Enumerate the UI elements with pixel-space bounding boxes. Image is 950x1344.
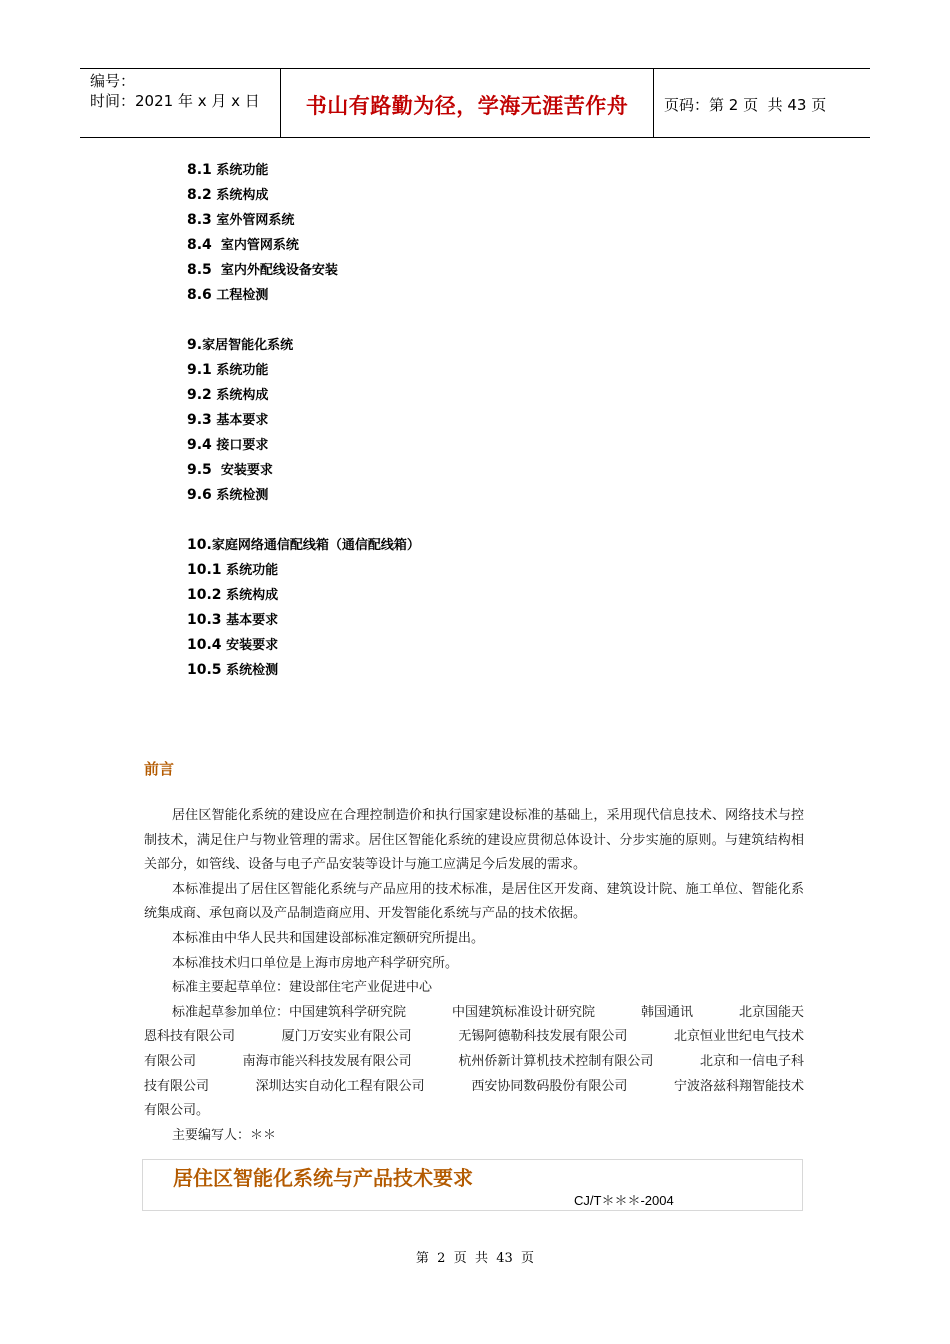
unit-name: 标准起草参加单位：中国建筑科学研究院 [172,1004,407,1020]
number-label: 编号： [90,72,136,90]
toc-item: 9.3 基本要求 [187,412,269,428]
unit-row [144,1075,804,1100]
unit-name: 中国建筑标准设计研究院 [451,1004,595,1020]
toc-item: 9.6 系统检测 [187,487,269,503]
toc-item: 8.1 系统功能 [187,162,269,178]
toc-item: 8.6 工程检测 [187,287,269,303]
time-label: 时间： [90,92,136,110]
toc-group-9 [187,358,420,508]
unit-row [144,1025,804,1050]
foreword-paragraph: 本标准由中华人民共和国建设部标准定额研究所提出。 [172,930,485,946]
unit-name: 西安协同数码股份有限公司 [471,1078,628,1094]
drafting-units [144,1001,804,1124]
unit-name: 北京国能天 [738,1004,804,1020]
toc-item: 10.5 系统检测 [187,662,279,678]
unit-name: 有限公司 [144,1053,197,1069]
time-value: 2021 年 x 月 x 日 [135,92,260,110]
unit-name: 宁波洛兹科翔智能技术 [673,1078,804,1094]
toc-item: 8.4 室内管网系统 [187,237,299,253]
toc-item: 9.2 系统构成 [187,387,269,403]
header-right-cell [654,69,870,137]
toc-item: 10.3 基本要求 [187,612,279,628]
toc-item: 9.1 系统功能 [187,362,269,378]
foreword-title: 前言 [144,760,175,778]
unit-name: 恩科技有限公司 [144,1029,236,1045]
header-left-cell [80,69,281,137]
toc-item: 9.4 接口要求 [187,437,269,453]
unit-name: 南海市能兴科技发展有限公司 [242,1053,412,1069]
foreword-paragraph: 居住区智能化系统的建设应在合理控制造价和执行国家建设标准的基础上，采用现代信息技术、网络技术与控制技术，满足住户与物业管理的需求。居住区智能化系统的建设应贯彻总体设计、分步实施的原则。与建筑结构相关部分，如管线、设备与电子产品安装等设计与施工应满足今后发展的需求。 [144,808,804,873]
unit-name: 有限公司。 [144,1103,210,1119]
footer-code: CJ/T＊＊＊-2004 [574,1193,674,1208]
unit-name: 北京和一信电子科 [699,1053,804,1069]
toc-group-10 [187,558,420,683]
unit-name: 深圳达实自动化工程有限公司 [255,1078,425,1094]
toc-item: 10.2 系统构成 [187,587,279,603]
foreword-paragraph: 本标准提出了居住区智能化系统与产品应用的技术标准，是居住区开发商、建筑设计院、施工单位、智能化系统集成商、承包商以及产品制造商应用、开发智能化系统与产品的技术依据。 [144,881,804,922]
foreword-paragraph: 标准主要起草单位：建设部住宅产业促进中心 [172,980,433,996]
toc-item: 8.5 室内外配线设备安装 [187,262,338,278]
footer-title: 居住区智能化系统与产品技术要求 [173,1166,473,1190]
table-of-contents [187,158,420,683]
unit-row [144,1050,804,1075]
footer-box [142,1159,803,1211]
foreword-paragraph: 本标准技术归口单位是上海市房地产科学研究所。 [172,955,459,971]
toc-group-9-title: 9.家居智能化系统 [187,337,294,353]
unit-name: 韩国通讯 [640,1004,693,1020]
page-header [80,68,870,138]
page-label: 页码：第 2 页 共 43 页 [664,95,827,114]
toc-item: 8.3 室外管网系统 [187,212,295,228]
toc-item: 8.2 系统构成 [187,187,269,203]
foreword-body [144,804,804,1148]
time-line [90,91,280,111]
toc-item: 9.5 安装要求 [187,462,273,478]
toc-group-10-title: 10.家庭网络通信配线箱（通信配线箱） [187,537,420,553]
unit-name: 技有限公司 [144,1078,210,1094]
toc-group-8 [187,158,420,308]
header-motto: 书山有路勤为径，学海无涯苦作舟 [281,69,654,137]
unit-name: 北京恒业世纪电气技术 [673,1029,804,1045]
foreword-paragraph: 主要编写人：＊＊ [172,1127,277,1143]
page-number: 第 2 页 共 43 页 [415,1251,535,1266]
unit-name: 无锡阿德勒科技发展有限公司 [458,1029,628,1045]
toc-item: 10.1 系统功能 [187,562,279,578]
unit-name: 厦门万安实业有限公司 [281,1029,412,1045]
unit-row [144,1001,804,1026]
unit-name: 杭州侨新计算机技术控制有限公司 [458,1053,654,1069]
toc-item: 10.4 安装要求 [187,637,279,653]
unit-row [144,1099,804,1124]
